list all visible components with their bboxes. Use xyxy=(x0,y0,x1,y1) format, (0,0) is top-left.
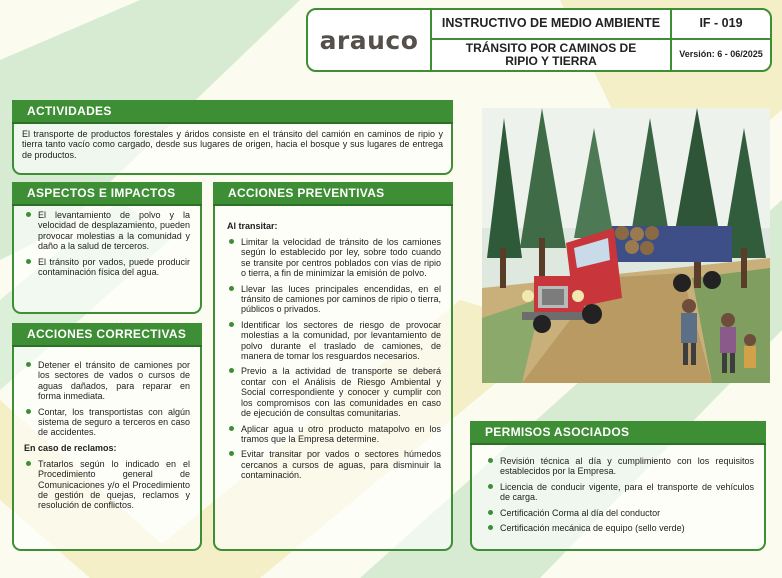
preventivas-item: Evitar transitar por vados o sectores húmedos cercanos a cursos de aguas, para disminuir la contaminación. xyxy=(227,449,441,480)
document-version: Versión: 6 - 06/2025 xyxy=(679,49,763,60)
correctivas-item: Contar, los transportistas con algún sistema de seguro a terceros en caso de accidentes. xyxy=(24,407,190,438)
truck-forest-illustration xyxy=(482,108,770,383)
aspectos-item: El levantamiento de polvo y la velocidad de desplazamiento, pueden provocar molestias a la comunidad y daño a la salud de terceros. xyxy=(24,210,190,252)
permisos-panel xyxy=(470,434,766,551)
actividades-title: ACTIVIDADES xyxy=(12,100,453,122)
aspectos-item: El tránsito por vados, puede producir contaminación física del agua. xyxy=(24,257,190,278)
preventivas-item: Aplicar agua u otro producto matapolvo en los tramos que la Empresa determine. xyxy=(227,424,441,445)
aspectos-panel xyxy=(12,195,202,314)
actividades-panel xyxy=(12,113,453,175)
actividades-text: El transporte de productos forestales y áridos consiste en el tránsito del camión en caminos de ripio y tierra tanto vacío como cargado, desde sus lugares de origen, hacia el bosque y sus lugares de entrega de productos. xyxy=(22,129,443,160)
document-code: IF - 019 xyxy=(672,10,770,40)
permisos-item: Revisión técnica al día y cumplimiento con los requisitos establecidos por la Empresa. xyxy=(486,456,754,477)
preventivas-item: Limitar la velocidad de tránsito de los camiones según lo establecido por ley, sobre todo cuando se transite por centros poblados con vías de ripio o tierra, a fin de minimizar la emisión de polvo. xyxy=(227,237,441,279)
aspectos-title: ASPECTOS E IMPACTOS xyxy=(12,182,202,204)
permisos-title: PERMISOS ASOCIADOS xyxy=(470,421,766,443)
document-header xyxy=(306,8,772,72)
preventivas-item: Identificar los sectores de riesgo de provocar molestias a la comunidad, por levantamiento de polvo durante el traslado de camiones, de manera de tomar los resguardos necesarios. xyxy=(227,320,441,362)
permisos-item: Certificación mecánica de equipo (sello verde) xyxy=(486,523,754,533)
preventivas-item: Previo a la actividad de transporte se deberá contar con el Análisis de Riesgo Ambiental y Social correspondiente y conocer y cumplir con los compromisos con las comunidades en caso de ejecución de consultas comunitarias. xyxy=(227,366,441,418)
correctivas-title: ACCIONES CORRECTIVAS xyxy=(12,323,202,345)
preventivas-panel xyxy=(213,195,453,551)
reclamos-item: Tratarlos según lo indicado en el Procedimiento general de Comunicaciones y/o el Procedimiento de gestión de quejas, reclamos y resolución de conflictos. xyxy=(24,459,190,511)
permisos-item: Certificación Corma al día del conductor xyxy=(486,508,754,518)
correctivas-item: Detener el tránsito de camiones por los sectores de vados o cursos de aguas dañados, para reparar en forma inmediata. xyxy=(24,360,190,402)
document-title: TRÁNSITO POR CAMINOS DE RIPIO Y TIERRA xyxy=(432,40,672,70)
preventivas-heading: Al transitar: xyxy=(227,221,278,231)
preventivas-title: ACCIONES PREVENTIVAS xyxy=(213,182,453,204)
preventivas-item: Llevar las luces principales encendidas, en el tránsito de camiones por caminos de ripio o tierra, públicos o privados. xyxy=(227,284,441,315)
arauco-logo: arauco xyxy=(308,10,432,70)
document-type: INSTRUCTIVO DE MEDIO AMBIENTE xyxy=(432,10,672,40)
reclamos-heading: En caso de reclamos: xyxy=(24,442,117,453)
correctivas-panel xyxy=(12,336,202,551)
permisos-item: Licencia de conducir vigente, para el transporte de vehículos de carga. xyxy=(486,482,754,503)
